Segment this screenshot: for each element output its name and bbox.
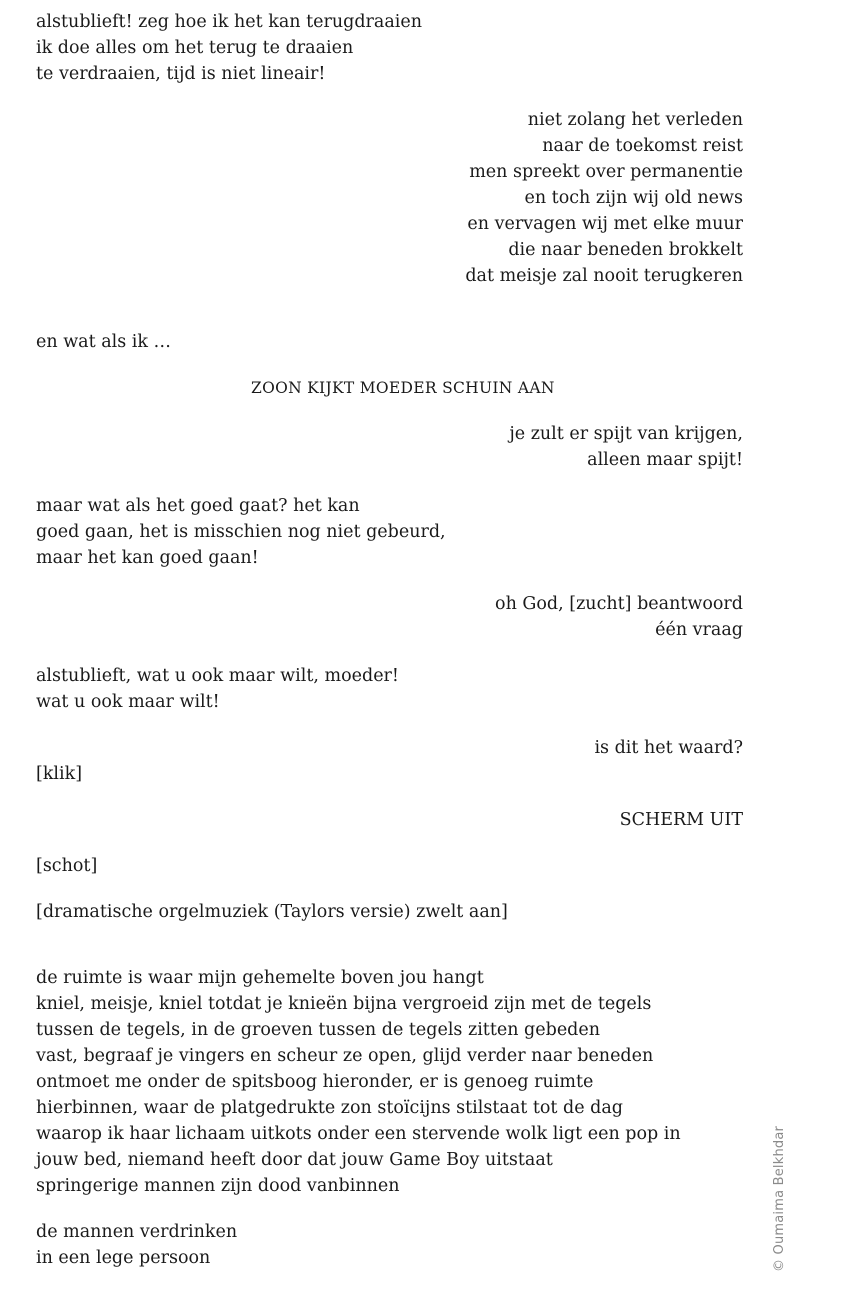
poem-line: de ruimte is waar mijn gehemelte boven jou hangt [36, 968, 484, 988]
poem-line: vast, begraaf je vingers en scheur ze open, glijd verder naar beneden [36, 1046, 654, 1066]
poem-line: alstublieft, wat u ook maar wilt, moeder! [36, 666, 399, 686]
poem-line: naar de toekomst reist [542, 136, 743, 156]
copyright-credit: © Oumaima Belkhdar [772, 1125, 787, 1272]
stage-direction: SCHERM UIT [619, 810, 743, 830]
poem-line: oh God, [zucht] beantwoord [495, 594, 743, 614]
poem-line: ontmoet me onder de spitsboog hieronder, er is genoeg ruimte [36, 1072, 594, 1092]
poem-line: te verdraaien, tijd is niet lineair! [36, 64, 326, 84]
poem-line: goed gaan, het is misschien nog niet gebeurd, [36, 522, 446, 542]
poem-line: springerige mannen zijn dood vanbinnen [36, 1176, 400, 1196]
poem-line: niet zolang het verleden [527, 110, 743, 130]
poem-line: hierbinnen, waar de platgedrukte zon stoïcijns stilstaat tot de dag [36, 1098, 623, 1118]
poem-line: één vraag [655, 620, 743, 640]
poem-line: tussen de tegels, in de groeven tussen de tegels zitten gebeden [36, 1020, 600, 1040]
poem-line: [dramatische orgelmuziek (Taylors versie) zwelt aan] [36, 902, 508, 922]
poem-line: in een lege persoon [36, 1248, 211, 1268]
poem-line: en vervagen wij met elke muur [467, 214, 743, 234]
poem-line: waarop ik haar lichaam uitkots onder een stervende wolk ligt een pop in [36, 1124, 681, 1144]
poem-line: is dit het waard? [594, 738, 743, 758]
poem-line: [schot] [36, 856, 98, 876]
poem-line: jouw bed, niemand heeft door dat jouw Game Boy uitstaat [36, 1150, 553, 1170]
poem-line: maar het kan goed gaan! [36, 548, 259, 568]
poem-line: en toch zijn wij old news [524, 188, 743, 208]
poem-line: je zult er spijt van krijgen, [509, 424, 743, 444]
poem-line: kniel, meisje, kniel totdat je knieën bijna vergroeid zijn met de tegels [36, 994, 652, 1014]
poem-line: alstublieft! zeg hoe ik het kan terugdraaien [36, 12, 422, 32]
poem-line: [klik] [36, 764, 83, 784]
poem-line: maar wat als het goed gaat? het kan [36, 496, 360, 516]
poem-line: en wat als ik … [36, 332, 172, 352]
poem-line: die naar beneden brokkelt [508, 240, 743, 260]
poem-line: men spreekt over permanentie [469, 162, 743, 182]
poem-line: wat u ook maar wilt! [36, 692, 220, 712]
poem-line: alleen maar spijt! [587, 450, 743, 470]
poem-line: ik doe alles om het terug te draaien [36, 38, 354, 58]
poem-line: de mannen verdrinken [36, 1222, 238, 1242]
stage-direction: ZOON KIJKT MOEDER SCHUIN AAN [251, 379, 555, 397]
poem-line: dat meisje zal nooit terugkeren [465, 266, 743, 286]
